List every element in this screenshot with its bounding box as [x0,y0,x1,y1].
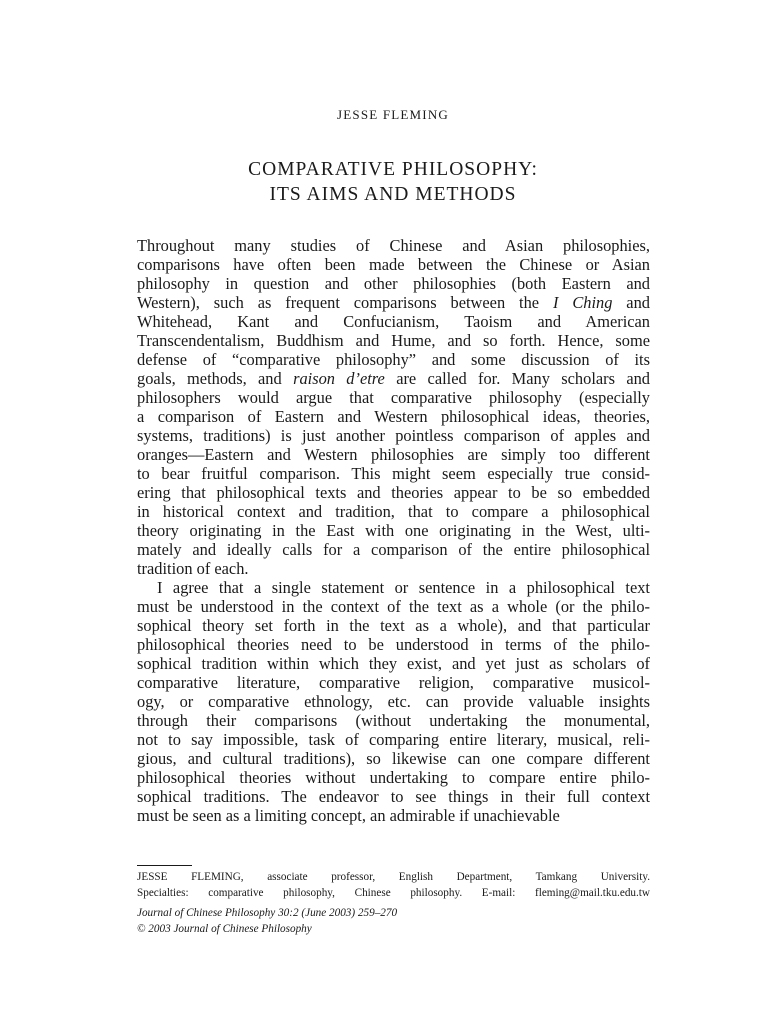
text-line: ering that philosophical texts and theories appear to be so embedded [137,483,650,502]
journal-copyright: © 2003 Journal of Chinese Philosophy [137,923,312,935]
text-line: sophical theory set forth in the text as a whole), and that particular [137,616,650,635]
text-line: sophical traditions. The endeavor to see things in their full context [137,787,650,806]
text-span: Western), such as frequent comparisons between the [137,293,553,312]
text-span: goals, methods, and [137,369,294,388]
text-line: must be seen as a limiting concept, an admirable if unachievable [137,806,560,825]
text-line: comparisons have often been made between the Chinese or Asian [137,255,650,274]
journal-citation: Journal of Chinese Philosophy 30:2 (June 2003) 259–270 [137,907,398,919]
text-line: ogy, or comparative ethnology, etc. can provide valuable insights [137,692,650,711]
text-line: to bear fruitful comparison. This might seem especially true consid- [137,464,650,483]
text-line [137,369,650,388]
text-line: philosophical theories need to be understood in terms of the philo- [137,635,650,654]
text-span: and [612,293,650,312]
text-line: theory originating in the East with one originating in the West, ulti- [137,521,650,540]
text-line: Throughout many studies of Chinese and Asian philosophies, [137,236,650,255]
text-line: philosophy in question and other philosophies (both Eastern and [137,274,650,293]
footnote-rule [137,865,192,866]
text-line: gious, and cultural traditions), so likewise can one compare different [137,749,650,768]
italic-phrase: raison d’etre [293,369,385,388]
text-span: are called for. Many scholars and [384,369,650,388]
text-line: defense of “comparative philosophy” and some discussion of its [137,350,650,369]
text-line: not to say impossible, task of comparing entire literary, musical, reli- [137,730,650,749]
title-line-1: COMPARATIVE PHILOSOPHY: [248,159,538,180]
article-title [0,157,768,207]
text-line: Whitehead, Kant and Confucianism, Taoism and American [137,312,650,331]
text-line: I agree that a single statement or sentence in a philosophical text [157,578,650,597]
footnote-line-1: JESSE FLEMING, associate professor, English Department, Tamkang University. [137,871,650,883]
paragraph-1 [137,236,650,578]
running-head-author: JESSE FLEMING [336,107,450,122]
paragraph-2 [137,578,650,825]
text-line: tradition of each. [137,559,249,578]
text-line: systems, traditions) is just another pointless comparison of apples and [137,426,650,445]
text-line: Transcendentalism, Buddhism and Hume, and so forth. Hence, some [137,331,650,350]
text-line: sophical tradition within which they exist, and yet just as scholars of [137,654,650,673]
footnote-line-2: Specialties: comparative philosophy, Chinese philosophy. E-mail: fleming@mail.tku.edu.tw [137,887,650,899]
text-line: must be understood in the context of the text as a whole (or the philo- [137,597,650,616]
text-line: through their comparisons (without undertaking the monumental, [137,711,650,730]
text-line: philosophical theories without undertaking to compare entire philo- [137,768,650,787]
text-line: in historical context and tradition, that to compare a philosophical [137,502,650,521]
author-footnote [137,869,650,901]
text-line: a comparison of Eastern and Western philosophical ideas, theories, [137,407,650,426]
journal-info [137,905,650,937]
title-line-2: ITS AIMS AND METHODS [269,184,517,205]
text-line: mately and ideally calls for a comparison of the entire philosophical [137,540,650,559]
text-line [137,293,650,312]
text-line: oranges—Eastern and Western philosophies are simply too different [137,445,650,464]
italic-phrase: I Ching [552,293,613,312]
text-line: comparative literature, comparative religion, comparative musicol- [137,673,650,692]
body-text [137,236,650,825]
text-line: philosophers would argue that comparative philosophy (especially [137,388,650,407]
